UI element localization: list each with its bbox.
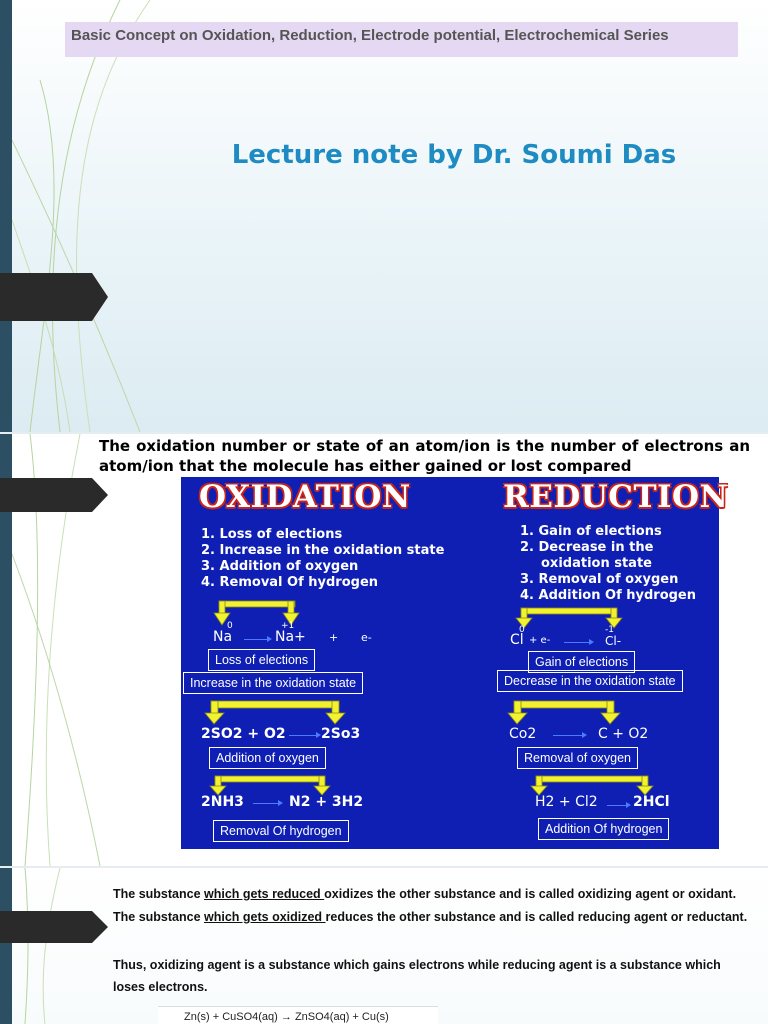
oxidation-label-box: Removal Of hydrogen (213, 820, 349, 842)
equation-product: 2HCl (633, 794, 670, 810)
equation-product: N2 + 3H2 (289, 794, 364, 810)
course-banner: Basic Concept on Oxidation, Reduction, Electrode potential, Electrochemical Series (65, 22, 738, 57)
oxidation-reduction-diagram (181, 477, 729, 849)
sentence-text: The substance (113, 887, 204, 901)
underlined-phrase: which gets reduced (204, 887, 325, 901)
oxidation-state-label: 0 (519, 625, 525, 635)
equation-reactant: Cl (510, 632, 524, 648)
reaction-arrow (564, 642, 590, 643)
equation-electron: + e- (529, 635, 551, 646)
slide-tab-marker (0, 478, 108, 526)
oxidation-number-definition: The oxidation number or state of an atom/ion is the number of electrons an atom/ion that the molecule has either gained or lost compared (99, 437, 750, 475)
oxidation-label-box: Loss of elections (208, 649, 315, 671)
oxidation-state-label: 0 (227, 621, 233, 631)
summary-paragraph: Thus, oxidizing agent is a substance which gains electrons while reducing agent is a substance which loses electrons. (113, 958, 721, 994)
underlined-phrase: which gets oxidized (204, 910, 326, 924)
oxidation-title: OXIDATION (199, 479, 411, 515)
equation-product: 2So3 (321, 726, 361, 742)
lecture-heading: Lecture note by Dr. Soumi Das (231, 140, 677, 170)
reduction-label-box: Addition Of hydrogen (538, 818, 669, 840)
equation-product: Cl- (605, 634, 622, 648)
equation-reactant: H2 + Cl2 (535, 794, 598, 810)
reducing-agent-sentence (113, 907, 763, 927)
sentence-text: oxidizes the other substance and is called oxidizing agent or oxidant. (324, 887, 737, 901)
list-item: 3. Addition of oxygen (201, 559, 359, 574)
oxidation-state-label: -1 (605, 625, 614, 635)
reaction-arrow (244, 639, 268, 640)
sentence-text: The substance (113, 910, 204, 924)
equation-reactant: Co2 (509, 726, 537, 742)
reaction-arrow (253, 803, 279, 804)
equation-reactant: Na (213, 629, 233, 645)
oxidation-label-box: Addition of oxygen (209, 747, 326, 769)
sidebar-bar (0, 0, 12, 432)
reduction-label-box: Gain of elections (528, 651, 635, 673)
equation-product: C + O2 (598, 726, 649, 742)
oxidation-label-box: Increase in the oxidation state (183, 672, 363, 694)
equation-reactant: 2SO2 + O2 (201, 726, 286, 742)
reduction-label-box: Decrease in the oxidation state (497, 670, 683, 692)
oxidation-criteria-list (201, 527, 444, 591)
reduction-criteria-list (520, 524, 696, 604)
list-item: 2. Decrease in the (520, 540, 654, 555)
equation-product: Na+ (275, 629, 306, 645)
list-item: 1. Gain of elections (520, 524, 662, 539)
slide-tab-marker (0, 273, 108, 321)
slide-tab-marker (0, 911, 108, 959)
list-item: 3. Removal of oxygen (520, 572, 679, 587)
list-item: 2. Increase in the oxidation state (201, 543, 445, 558)
equation-electron: e- (361, 631, 372, 644)
list-item: 1. Loss of elections (201, 527, 343, 542)
reduction-label-box: Removal of oxygen (517, 747, 638, 769)
title-slide (0, 0, 768, 432)
reduction-title: REDUCTION (503, 479, 729, 515)
oxidation-state-label: +1 (281, 621, 295, 631)
oxidizing-agent-sentence (113, 884, 763, 904)
reaction-arrow (553, 735, 583, 736)
list-item: 4. Removal Of hydrogen (201, 575, 379, 590)
equation-plus: + (329, 631, 339, 644)
reaction-arrow (607, 805, 627, 806)
equation-reactant: 2NH3 (201, 794, 244, 810)
list-item: oxidation state (541, 556, 652, 571)
reaction-arrow (289, 735, 317, 736)
example-equation: Zn(s) + CuSO4(aq) → ZnSO4(aq) + Cu(s) (158, 1006, 438, 1024)
sentence-text: reduces the other substance and is called reducing agent or reductant. (325, 910, 748, 924)
decorative-curves (0, 0, 200, 432)
list-item: 4. Addition Of hydrogen (520, 588, 697, 603)
